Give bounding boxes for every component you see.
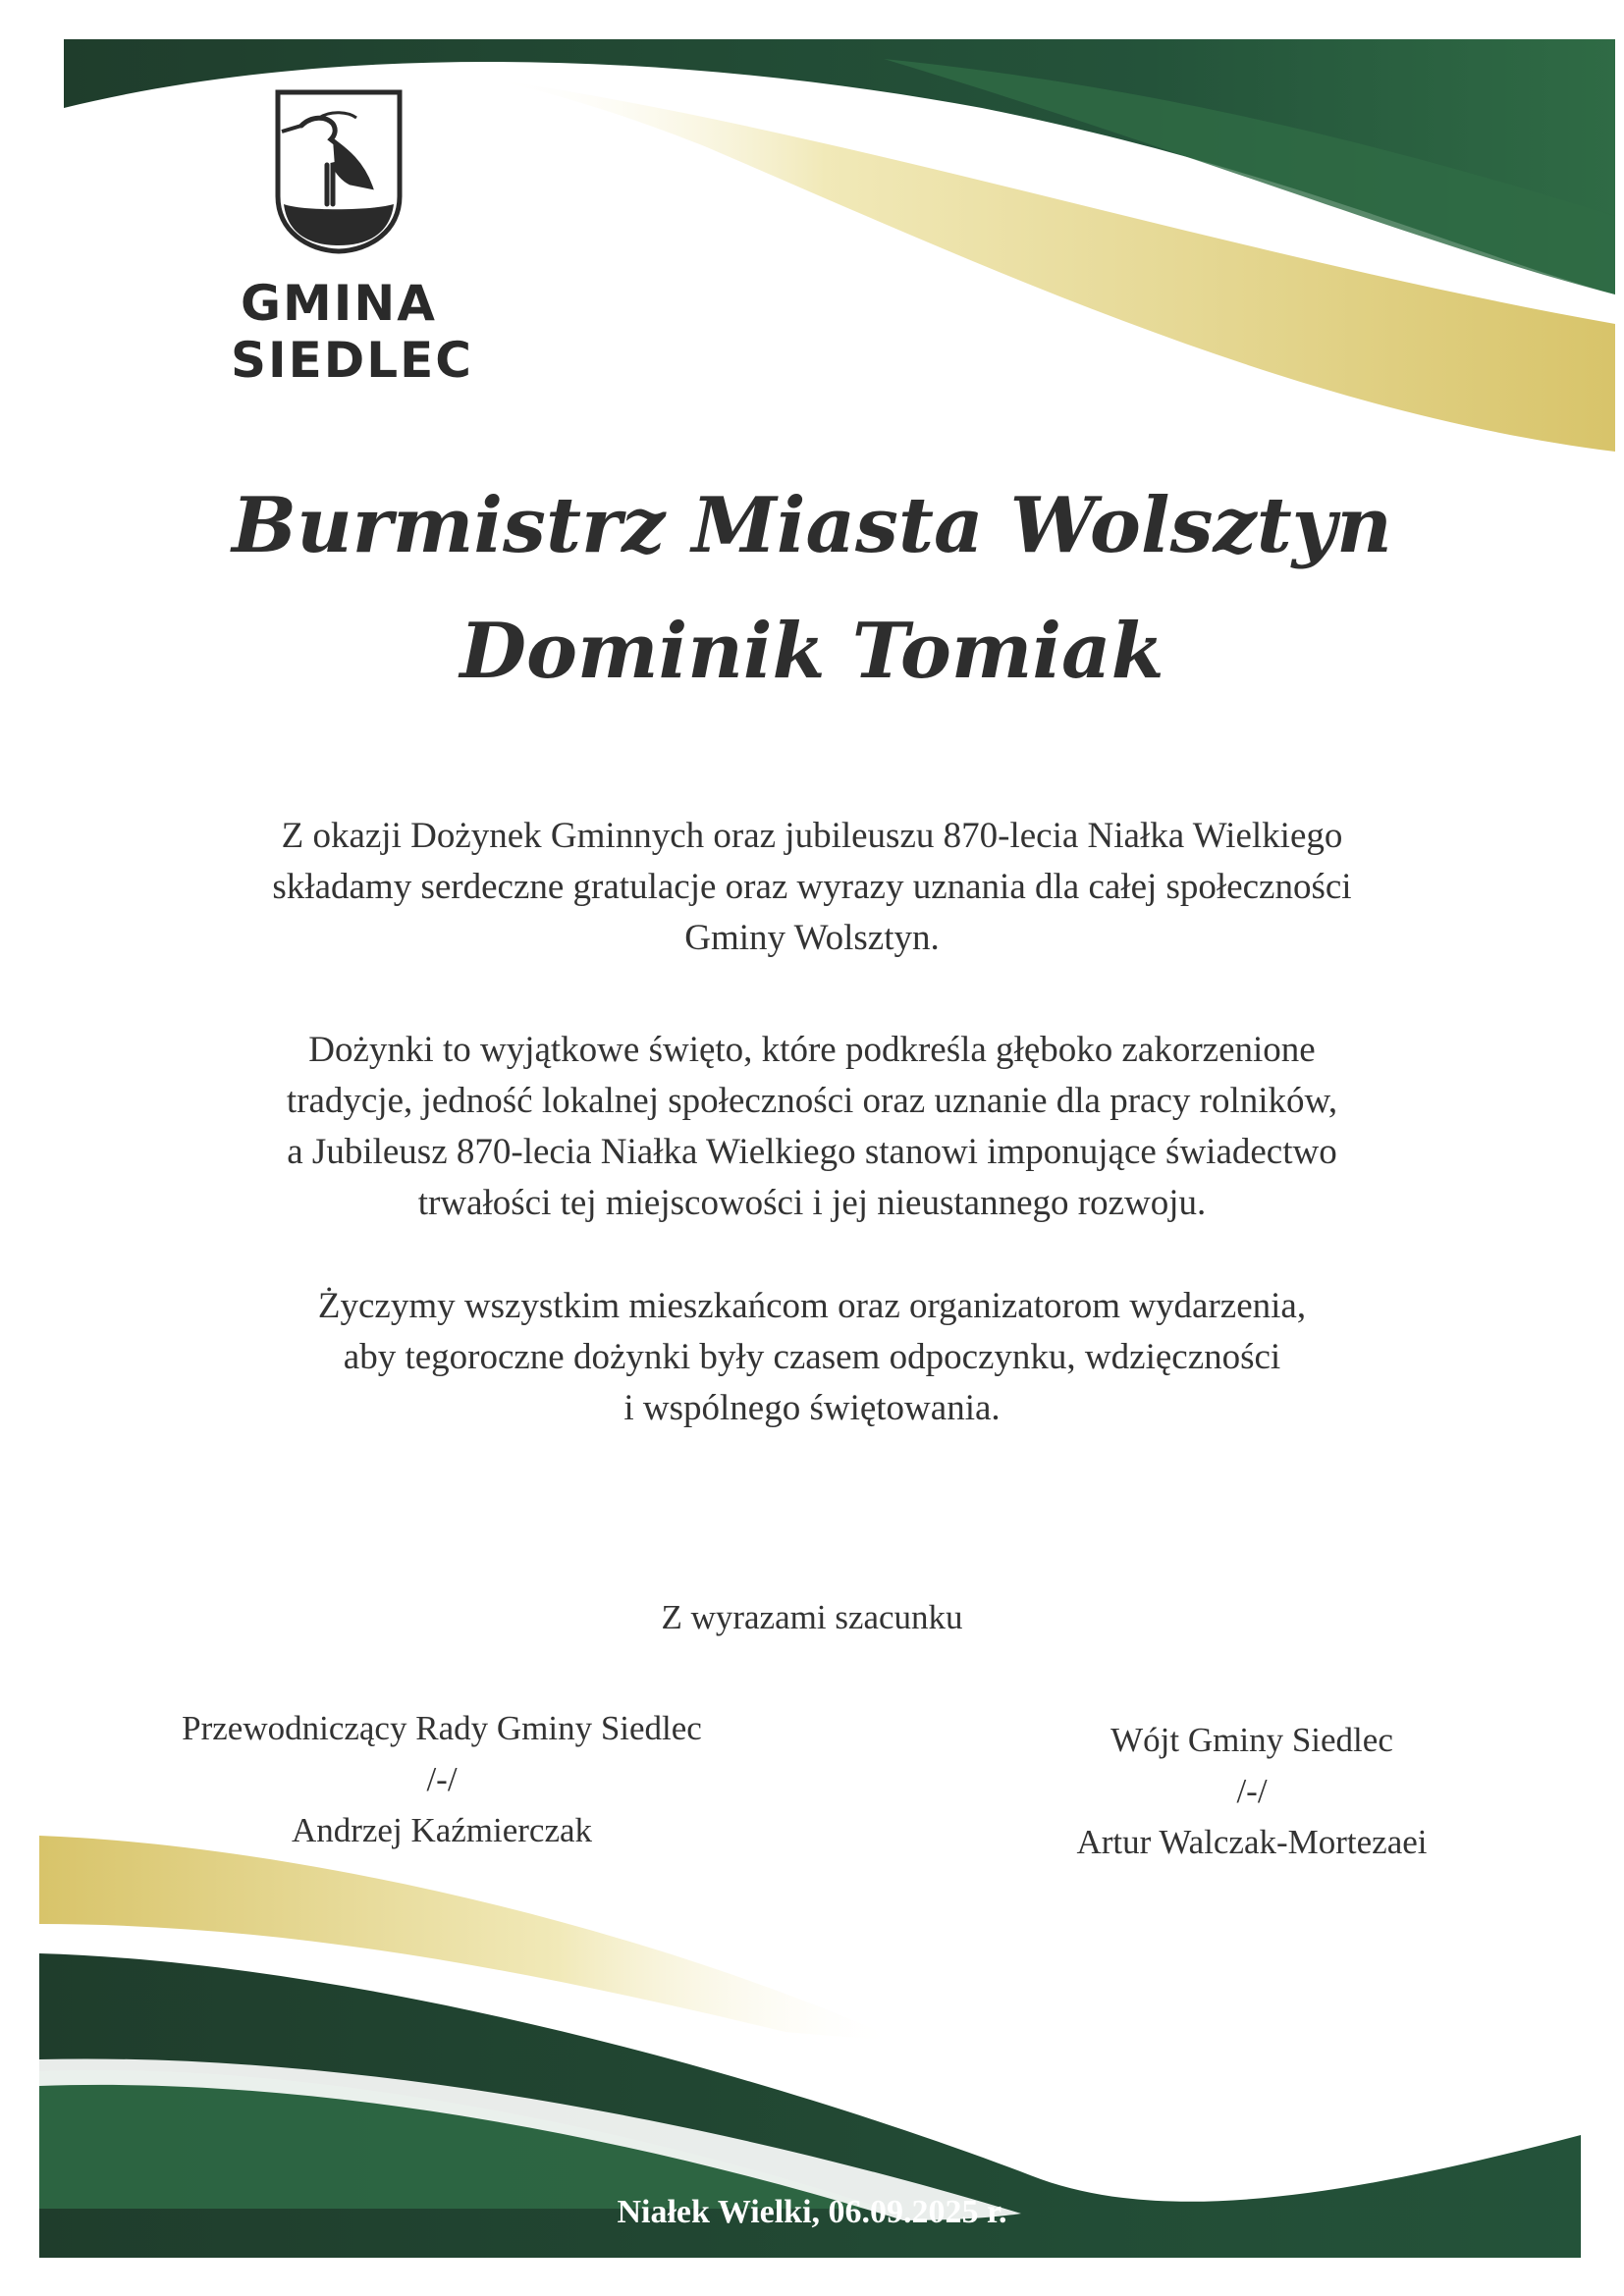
paragraph-line: Dożynki to wyjątkowe święto, które podkreśla głęboko zakorzenione bbox=[308, 1030, 1316, 1070]
headline-name: Dominik Tomiak bbox=[460, 607, 1164, 696]
paragraph-line: i wspólnego świętowania. bbox=[623, 1388, 1001, 1428]
logo-line-1: GMINA bbox=[241, 275, 437, 332]
logo-wordmark bbox=[231, 275, 473, 389]
logo-line-2: SIEDLEC bbox=[231, 332, 473, 389]
footer-place-date: Niałek Wielki, 06.09.2025 r. bbox=[617, 2194, 1007, 2230]
paragraph-2 bbox=[216, 1025, 1408, 1229]
signature-mark: /-/ bbox=[426, 1760, 458, 1798]
heron-crest-icon bbox=[272, 88, 406, 255]
signature-name: Artur Walczak-Mortezaei bbox=[1076, 1823, 1428, 1861]
closing-salutation: Z wyrazami szacunku bbox=[661, 1598, 963, 1636]
paragraph-line: a Jubileusz 870-lecia Niałka Wielkiego stanowi imponujące świadectwo bbox=[287, 1132, 1337, 1172]
signature-mark: /-/ bbox=[1236, 1772, 1268, 1810]
signature-title: Przewodniczący Rady Gminy Siedlec bbox=[182, 1709, 702, 1747]
signature-left bbox=[157, 1703, 727, 1856]
paragraph-line: tradycje, jedność lokalnej społeczności oraz uznanie dla pracy rolników, bbox=[286, 1081, 1338, 1121]
signature-name: Andrzej Kaźmierczak bbox=[291, 1811, 593, 1849]
paragraph-line: Życzymy wszystkim mieszkańcom oraz organizatorom wydarzenia, bbox=[317, 1286, 1307, 1326]
signature-title: Wójt Gminy Siedlec bbox=[1110, 1721, 1393, 1759]
paragraph-line: trwałości tej miejscowości i jej nieustannego rozwoju. bbox=[417, 1183, 1207, 1223]
paragraph-1 bbox=[216, 811, 1408, 964]
paragraph-line: Gminy Wolsztyn. bbox=[684, 918, 940, 958]
paragraph-line: aby tegoroczne dożynki były czasem odpoczynku, wdzięczności bbox=[343, 1337, 1281, 1377]
paragraph-line: Z okazji Dożynek Gminnych oraz jubileuszu 870-lecia Niałka Wielkiego bbox=[281, 816, 1343, 856]
signature-right bbox=[1031, 1715, 1473, 1868]
paragraph-line: składamy serdeczne gratulacje oraz wyrazy uznania dla całej społeczności bbox=[272, 867, 1352, 907]
headline-title: Burmistrz Miasta Wolsztyn bbox=[232, 481, 1392, 570]
paragraph-3 bbox=[216, 1281, 1408, 1434]
